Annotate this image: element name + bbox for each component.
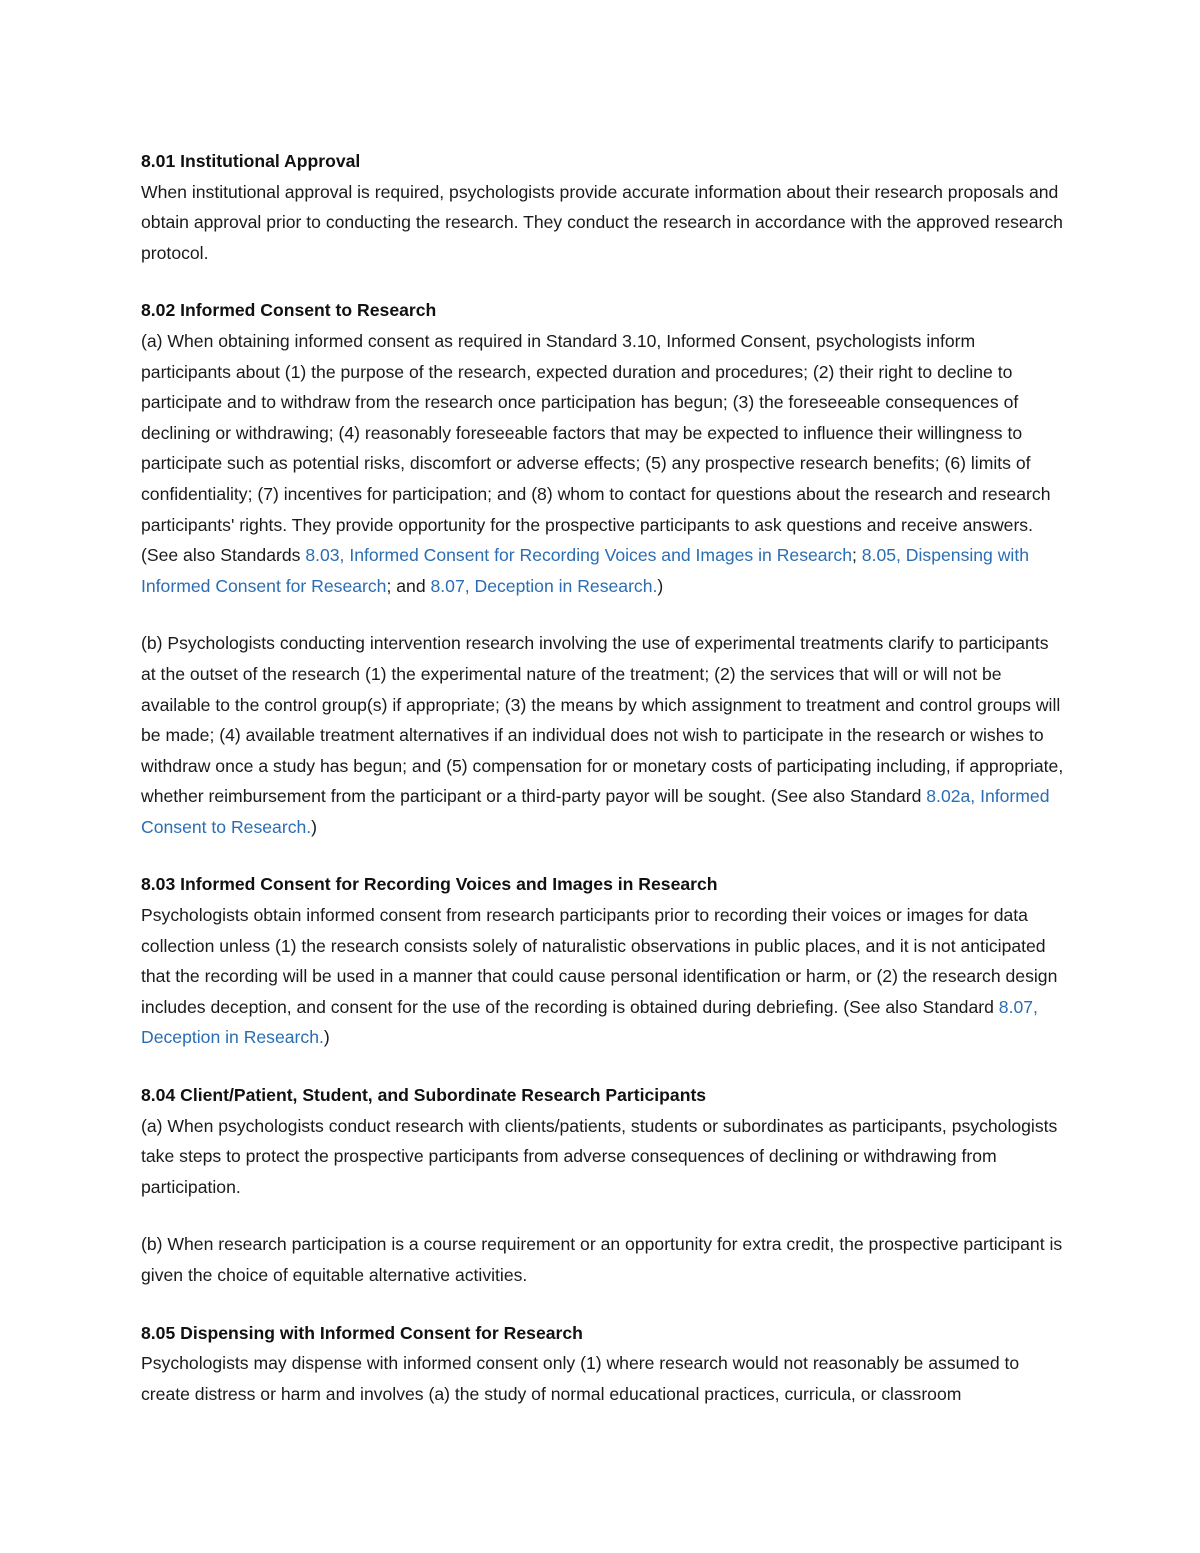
section-8-02 xyxy=(141,295,1066,842)
section-paragraph-a xyxy=(141,326,1066,601)
paragraph-text: ) xyxy=(311,816,318,837)
section-8-05 xyxy=(141,1318,1066,1410)
paragraph-text: (a) When obtaining informed consent as required in Standard 3.10, Informed Consent, psychologists inform participants about (1) the purpose of the research, expected duration and procedures; (2) their right to decline to participate and to withdraw from the research once participation has begun; (3) the foreseeable consequences of declining or withdrawing; (4) reasonably foreseeable factors that may be expected to influence their willingness to participate such as potential risks, discomfort or adverse effects; (5) any prospective research benefits; (6) limits of confidentiality; (7) incentives for participation; and (8) whom to contact for questions about the research and research participants' rights. They provide opportunity for the prospective participants to ask questions and receive answers. (See also Standards xyxy=(141,330,1051,566)
paragraph-text: Psychologists obtain informed consent from research participants prior to recording their voices or images for data collection unless (1) the research consists solely of naturalistic observations in public places, and it is not anticipated that the recording will be used in a manner that could cause personal identification or harm, or (2) the research design includes deception, and consent for the use of the recording is obtained during debriefing. (See also Standard xyxy=(141,905,1058,1017)
paragraph-text: ; xyxy=(852,545,862,566)
section-heading: 8.05 Dispensing with Informed Consent for Research xyxy=(141,1322,583,1343)
document-body xyxy=(141,146,1066,1436)
section-heading: 8.04 Client/Patient, Student, and Subordinate Research Participants xyxy=(141,1085,707,1106)
section-heading: 8.02 Informed Consent to Research xyxy=(141,300,437,321)
section-paragraph: When institutional approval is required, psychologists provide accurate information about their research proposals and obtain approval prior to conducting the research. They conduct the research in accordance with the approved research protocol. xyxy=(141,181,1063,263)
section-8-04 xyxy=(141,1080,1066,1291)
section-8-03 xyxy=(141,869,1066,1053)
link-standard-8-07[interactable]: 8.07, Deception in Research. xyxy=(430,575,658,596)
paragraph-text: ; and xyxy=(386,575,431,596)
section-heading: 8.01 Institutional Approval xyxy=(141,151,361,171)
paragraph-text: ) xyxy=(657,575,664,596)
paragraph-text: (b) Psychologists conducting intervention research involving the use of experimental treatments clarify to participants at the outset of the research (1) the experimental nature of the treatment; (2) the services that will or will not be available to the control group(s) if appropriate; (3) the means by which assignment to treatment and control groups will be made; (4) available treatment alternatives if an individual does not wish to participate in the research or wishes to withdraw once a study has begun; and (5) compensation for or monetary costs of participating including, if appropriate, whether reimbursement from the participant or a third-party payor will be sought. (See also Standard xyxy=(141,633,1064,807)
section-paragraph xyxy=(141,900,1066,1053)
section-paragraph-a: (a) When psychologists conduct research with clients/patients, students or subordinates as participants, psychologists take steps to protect the prospective participants from adverse consequences of declining or withdrawing from participation. xyxy=(141,1115,1058,1197)
section-paragraph-b xyxy=(141,628,1066,842)
section-heading: 8.03 Informed Consent for Recording Voices and Images in Research xyxy=(141,874,718,895)
link-standard-8-03[interactable]: 8.03, Informed Consent for Recording Voices and Images in Research xyxy=(305,545,852,566)
section-paragraph: Psychologists may dispense with informed consent only (1) where research would not reasonably be assumed to create distress or harm and involves (a) the study of normal educational practices, curricula, or classroom xyxy=(141,1353,1020,1404)
link-standard-8-05[interactable]: 8.05, Dispensing with Informed Consent for Research xyxy=(141,545,1030,596)
link-standard-8-07[interactable]: 8.07, Deception in Research. xyxy=(141,996,1038,1048)
section-paragraph-b: (b) When research participation is a course requirement or an opportunity for extra credit, the prospective participant is given the choice of equitable alternative activities. xyxy=(141,1234,1063,1285)
section-8-01 xyxy=(141,146,1066,268)
link-standard-8-02a[interactable]: 8.02a, Informed Consent to Research. xyxy=(141,786,1050,837)
paragraph-text: ) xyxy=(323,1027,330,1048)
